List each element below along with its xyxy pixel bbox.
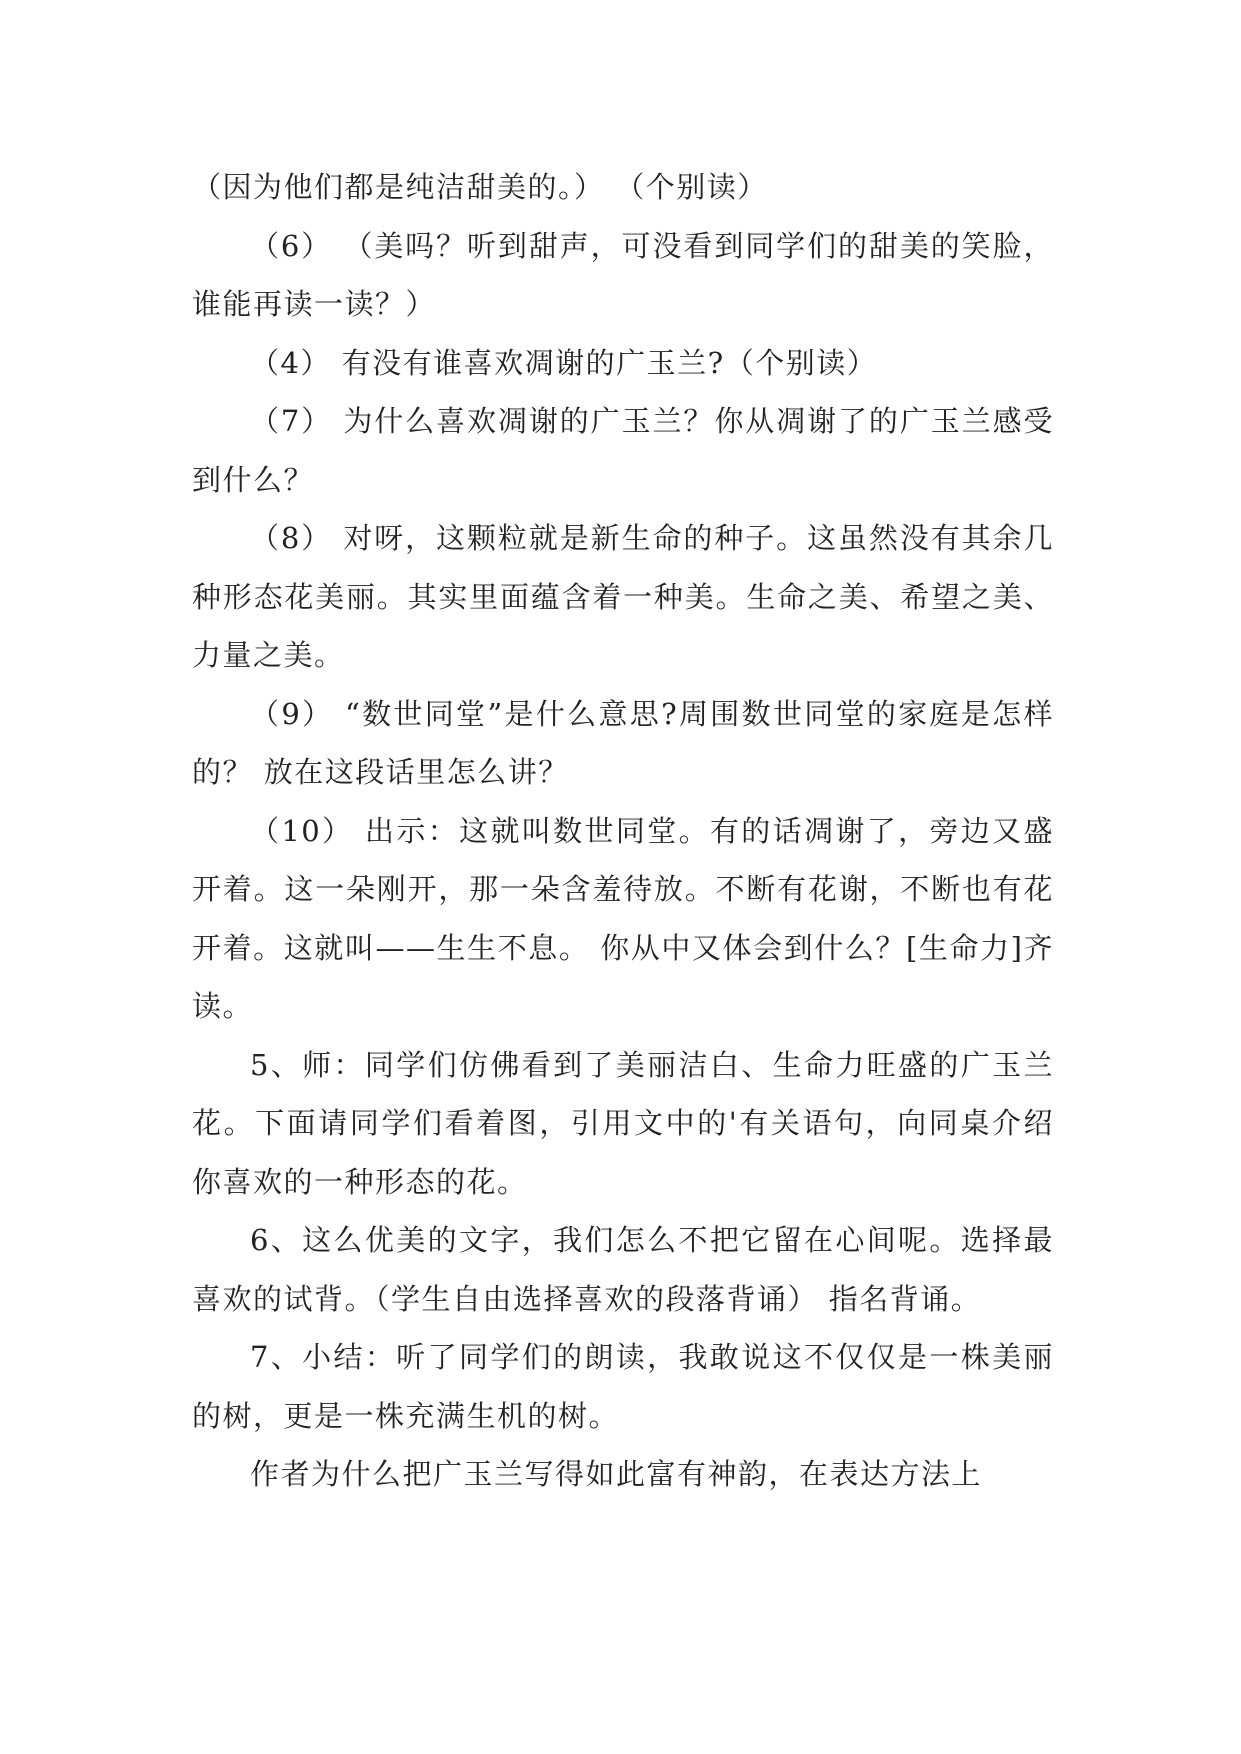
paragraph: （8） 对呀，这颗粒就是新生命的种子。这虽然没有其余几种形态花美丽。其实里面蕴含着一种美。生命之美、希望之美、力量之美。: [192, 521, 1054, 672]
paragraph: 作者为什么把广玉兰写得如此富有神韵，在表达方法上: [250, 1457, 983, 1491]
paragraph: （4） 有没有谁喜欢凋谢的广玉兰?（个别读）: [250, 345, 878, 380]
paragraph: （7） 为什么喜欢凋谢的广玉兰？你从凋谢了的广玉兰感受到什么？: [192, 404, 1054, 497]
document-page: [192, 158, 1054, 1504]
paragraph: 7、小结：听了同学们的朗读，我敢说这不仅仅是一株美丽的树，更是一株充满生机的树。: [192, 1340, 1054, 1433]
paragraph: 6、这么优美的文字，我们怎么不把它留在心间呢。选择最喜欢的试背。（学生自由选择喜欢的段落背诵） 指名背诵。: [192, 1223, 1054, 1316]
paragraph: （6） （美吗？听到甜声，可没看到同学们的甜美的笑脸，谁能再读一读？）: [192, 228, 1054, 321]
paragraph: 5、师：同学们仿佛看到了美丽洁白、生命力旺盛的广玉兰花。下面请同学们看着图，引用文中的'有关语句，向同桌介绍你喜欢的一种形态的花。: [192, 1047, 1054, 1199]
paragraph: （10） 出示：这就叫数世同堂。有的话凋谢了，旁边又盛开着。这一朵刚开，那一朵含羞待放。不断有花谢，不断也有花开着。这就叫——生生不息。 你从中又体会到什么？[生命力]齐读。: [192, 813, 1054, 1023]
paragraph: （因为他们都是纯洁甜美的。） （个别读）: [192, 170, 768, 204]
paragraph: （9） “数世同堂”是什么意思?周围数世同堂的家庭是怎样的？ 放在这段话里怎么讲？: [192, 696, 1054, 789]
